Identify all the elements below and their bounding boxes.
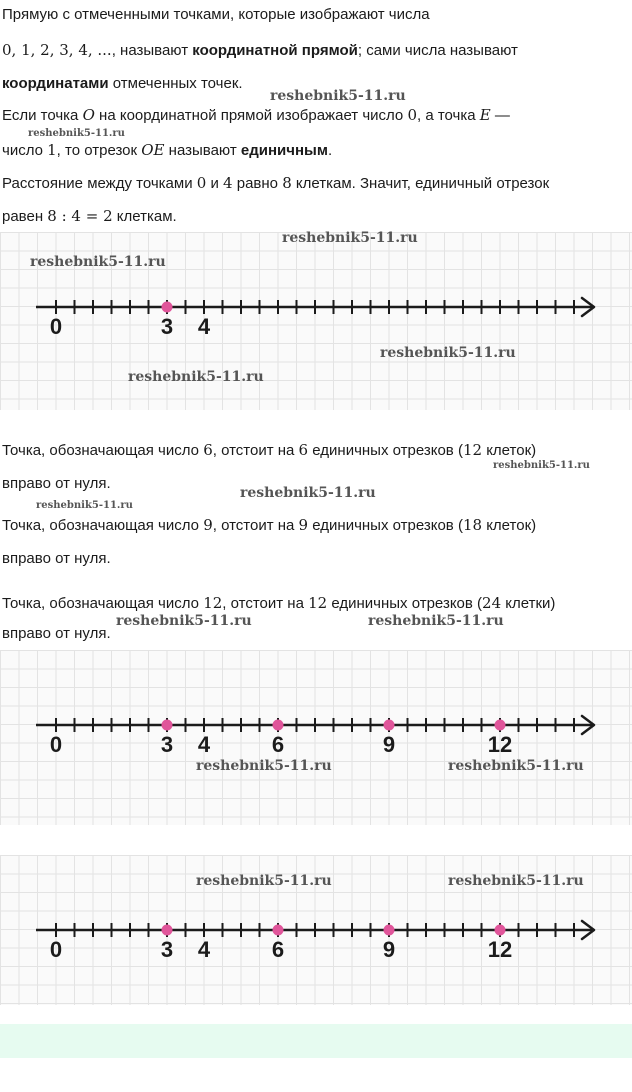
watermark: reshebnik5-11.ru <box>448 758 584 774</box>
tick-label-3: 3 <box>160 732 174 757</box>
tick-label-4: 4 <box>197 937 211 962</box>
watermark: reshebnik5-11.ru <box>116 613 252 629</box>
p4-line2: вправо от нуля. <box>2 475 111 492</box>
watermark: reshebnik5-11.ru <box>380 345 516 361</box>
p1-line2: 0, 1, 2, 3, 4, ..., называют координатной прямой; сами числа называют <box>2 41 518 59</box>
watermark: reshebnik5-11.ru <box>30 254 166 270</box>
tick-label-9: 9 <box>382 732 396 757</box>
marked-point-3 <box>162 720 173 731</box>
p6-line2: вправо от нуля. <box>2 625 111 642</box>
watermark: reshebnik5-11.ru <box>493 460 590 471</box>
term-unit: единичным <box>240 142 328 159</box>
marked-point-12 <box>495 925 506 936</box>
p3-line2: равен 8 : 4 = 2 клеткам. <box>2 207 177 225</box>
tick-label-4: 4 <box>197 732 211 757</box>
marked-point-12 <box>495 720 506 731</box>
tick-label-0: 0 <box>49 732 63 757</box>
marked-point-3 <box>162 925 173 936</box>
watermark: reshebnik5-11.ru <box>270 88 406 104</box>
tick-label-4: 4 <box>197 314 211 339</box>
watermark: reshebnik5-11.ru <box>196 873 332 889</box>
marked-point-6 <box>273 925 284 936</box>
marked-point-6 <box>273 720 284 731</box>
marked-point-9 <box>384 925 395 936</box>
watermark: reshebnik5-11.ru <box>196 758 332 774</box>
p1-line3: координатами отмеченных точек. <box>2 75 243 92</box>
watermark: reshebnik5-11.ru <box>28 128 125 139</box>
tick-label-0: 0 <box>49 937 63 962</box>
term-coordinate-line: координатной прямой <box>192 42 358 59</box>
watermark: reshebnik5-11.ru <box>448 873 584 889</box>
tick-label-6: 6 <box>271 732 285 757</box>
tick-label-6: 6 <box>271 937 285 962</box>
footer-band <box>0 1024 632 1058</box>
grid-figure-2 <box>0 650 632 825</box>
watermark: reshebnik5-11.ru <box>240 485 376 501</box>
p6-line1: Точка, обозначающая число 12, отстоит на 12 единичных отрезков (24 клетки) <box>2 594 556 612</box>
tick-label-9: 9 <box>382 937 396 962</box>
marked-point-3 <box>162 302 173 313</box>
tick-label-12: 12 <box>487 937 513 962</box>
p2-line2: число 1, то отрезок OE называют единичным. <box>2 141 333 159</box>
p1-line1: Прямую с отмеченными точками, которые изображают числа <box>2 6 430 23</box>
number-line-2 <box>0 650 632 825</box>
marked-point-9 <box>384 720 395 731</box>
tick-label-0: 0 <box>49 314 63 339</box>
p5-line1: Точка, обозначающая число 9, отстоит на 9 единичных отрезков (18 клеток) <box>2 516 537 534</box>
watermark: reshebnik5-11.ru <box>368 613 504 629</box>
term-coordinates: координатами <box>2 75 109 92</box>
p2-line1: Если точка O на координатной прямой изображает число 0, а точка E — <box>2 106 510 124</box>
p4-line1: Точка, обозначающая число 6, отстоит на 6 единичных отрезков (12 клеток) <box>2 441 537 459</box>
tick-label-3: 3 <box>160 937 174 962</box>
p3-line1: Расстояние между точками 0 и 4 равно 8 клеткам. Значит, единичный отрезок <box>2 174 550 192</box>
tick-label-12: 12 <box>487 732 513 757</box>
tick-label-3: 3 <box>160 314 174 339</box>
watermark: reshebnik5-11.ru <box>128 369 264 385</box>
watermark: reshebnik5-11.ru <box>36 500 133 511</box>
p5-line2: вправо от нуля. <box>2 550 111 567</box>
watermark: reshebnik5-11.ru <box>282 230 418 246</box>
